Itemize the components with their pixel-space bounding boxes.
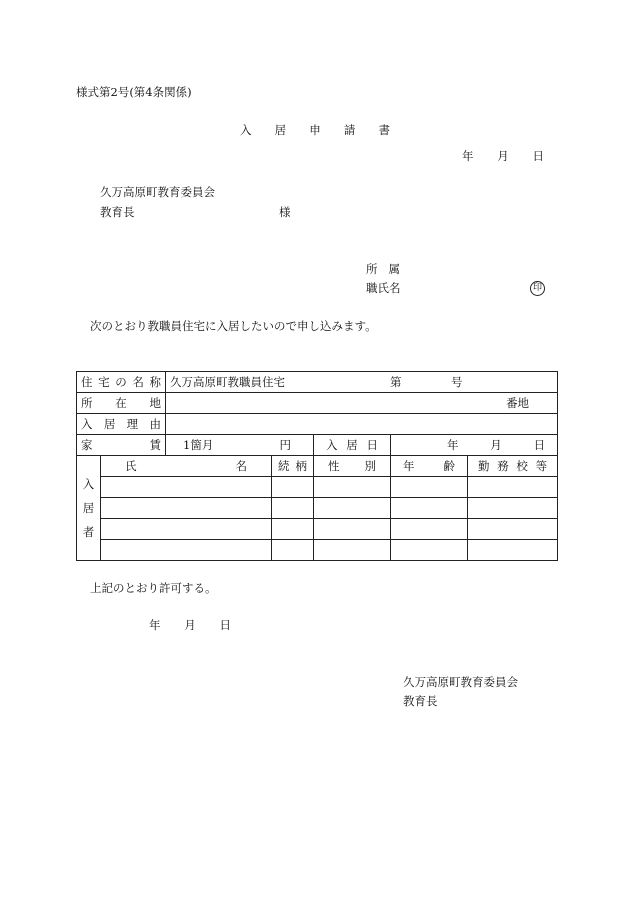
row-reason (77, 414, 558, 435)
house-number-prefix: 第 (390, 375, 402, 389)
rent-unit: 円 (279, 438, 291, 452)
addressee-honorific: 様 (279, 205, 291, 219)
label-char: 属 (388, 262, 400, 276)
seal-icon: 印 (530, 281, 545, 296)
location-value-cell[interactable] (166, 393, 558, 414)
row-rent (77, 435, 558, 456)
title-char: 請 (343, 123, 356, 137)
label-char: 賃 (149, 438, 161, 452)
affiliation-label (366, 261, 400, 277)
house-name-value-cell[interactable] (166, 372, 558, 393)
date-year: 年 (462, 149, 474, 163)
title-char: 書 (378, 123, 390, 137)
addressee-title: 教育長 (100, 205, 135, 219)
label-char: 入 (326, 438, 338, 452)
occupant-relation-cell[interactable] (272, 519, 314, 540)
label-char: 日 (366, 438, 378, 452)
label-char: 柄 (295, 459, 307, 473)
label-char: 宅 (98, 375, 110, 389)
occupant-name-cell[interactable] (101, 519, 272, 540)
row-house-name (77, 372, 558, 393)
occupant-name-cell[interactable] (101, 477, 272, 498)
header-age (391, 456, 468, 477)
rent-label-cell (77, 435, 166, 456)
table-row (77, 540, 558, 561)
label-char: 地 (149, 396, 161, 410)
label-char: 務 (497, 459, 509, 473)
occupant-relation-cell[interactable] (272, 477, 314, 498)
label-char: 称 (149, 375, 161, 389)
title-char: 入 (240, 123, 252, 137)
occupant-name-cell[interactable] (101, 540, 272, 561)
title-char: 申 (309, 123, 321, 137)
occupant-school-cell[interactable] (468, 540, 558, 561)
label-char: 続 (278, 459, 290, 473)
label-char: 齢 (443, 459, 455, 473)
occupant-name-cell[interactable] (101, 498, 272, 519)
house-name-label-cell (77, 372, 166, 393)
row-occupant-header (77, 456, 558, 477)
occupant-age-cell[interactable] (391, 477, 468, 498)
occupant-school-cell[interactable] (468, 519, 558, 540)
label-char: 名 (235, 459, 247, 473)
location-label-cell (77, 393, 166, 414)
label-char: の (115, 375, 127, 389)
name-label: 職氏名 (366, 281, 401, 295)
header-name (101, 456, 272, 477)
label-char: 別 (364, 459, 376, 473)
occupant-age-cell[interactable] (391, 540, 468, 561)
title-char: 居 (274, 123, 287, 137)
label-char: 在 (115, 396, 127, 410)
label-char: 由 (149, 417, 161, 431)
occupant-sex-cell[interactable] (314, 477, 391, 498)
label-char: 校 (516, 459, 528, 473)
date-day: 日 (532, 149, 544, 163)
label-char: 年 (403, 459, 415, 473)
table-row (77, 519, 558, 540)
occupant-age-cell[interactable] (391, 519, 468, 540)
label-char: 者 (82, 525, 95, 539)
header-sex (314, 456, 391, 477)
label-char: 居 (346, 438, 358, 452)
occupant-school-cell[interactable] (468, 498, 558, 519)
table-row (77, 477, 558, 498)
occupant-relation-cell[interactable] (272, 498, 314, 519)
label-char: 所 (81, 396, 93, 410)
application-table (76, 371, 558, 561)
date-year: 年 (149, 618, 161, 632)
header-school (468, 456, 558, 477)
date-year: 年 (447, 438, 459, 452)
label-char: 家 (81, 438, 93, 452)
seal-mark (530, 279, 545, 296)
table-row (77, 498, 558, 519)
date-month: 月 (497, 149, 509, 163)
house-number-suffix: 号 (451, 375, 463, 389)
form-code: 様式第2号(第4条関係) (76, 85, 192, 99)
date-bottom (149, 617, 231, 633)
move-in-date-cell[interactable] (391, 435, 558, 456)
occupant-sex-cell[interactable] (314, 498, 391, 519)
label-char: 性 (328, 459, 340, 473)
rent-prefix: 1箇月 (183, 438, 214, 452)
label-char: 入 (82, 477, 95, 491)
intro-text: 次のとおり教職員住宅に入居したいので申し込みます。 (90, 319, 377, 333)
label-char: 所 (366, 262, 378, 276)
row-location (77, 393, 558, 414)
occupant-age-cell[interactable] (391, 498, 468, 519)
house-name-value: 久万高原町教職員住宅 (170, 375, 285, 389)
reason-value-cell[interactable] (166, 414, 558, 435)
date-top (462, 148, 544, 164)
occupants-label-cell (77, 456, 101, 561)
label-char: 名 (132, 375, 144, 389)
move-in-label-cell (314, 435, 391, 456)
occupant-sex-cell[interactable] (314, 540, 391, 561)
label-char: 等 (535, 459, 548, 473)
label-char: 住 (81, 375, 93, 389)
occupant-school-cell[interactable] (468, 477, 558, 498)
header-relation (272, 456, 314, 477)
addressee-org: 久万高原町教育委員会 (100, 185, 215, 199)
reason-label-cell (77, 414, 166, 435)
date-day: 日 (533, 438, 546, 452)
approval-text: 上記のとおり許可する。 (90, 581, 217, 595)
label-char: 勤 (478, 459, 490, 473)
location-suffix: 番地 (506, 396, 530, 410)
document-title (240, 122, 390, 138)
occupant-sex-cell[interactable] (314, 519, 391, 540)
rent-value-cell[interactable] (166, 435, 314, 456)
date-month: 月 (184, 618, 196, 632)
label-char: 居 (103, 417, 116, 431)
label-char: 理 (126, 417, 139, 431)
occupant-relation-cell[interactable] (272, 540, 314, 561)
label-char: 居 (82, 501, 95, 515)
label-char: 氏 (125, 459, 137, 473)
issuer-org: 久万高原町教育委員会 (403, 675, 518, 689)
label-char: 入 (81, 417, 93, 431)
date-day: 日 (219, 618, 231, 632)
date-month: 月 (490, 438, 502, 452)
issuer-title: 教育長 (403, 694, 438, 708)
